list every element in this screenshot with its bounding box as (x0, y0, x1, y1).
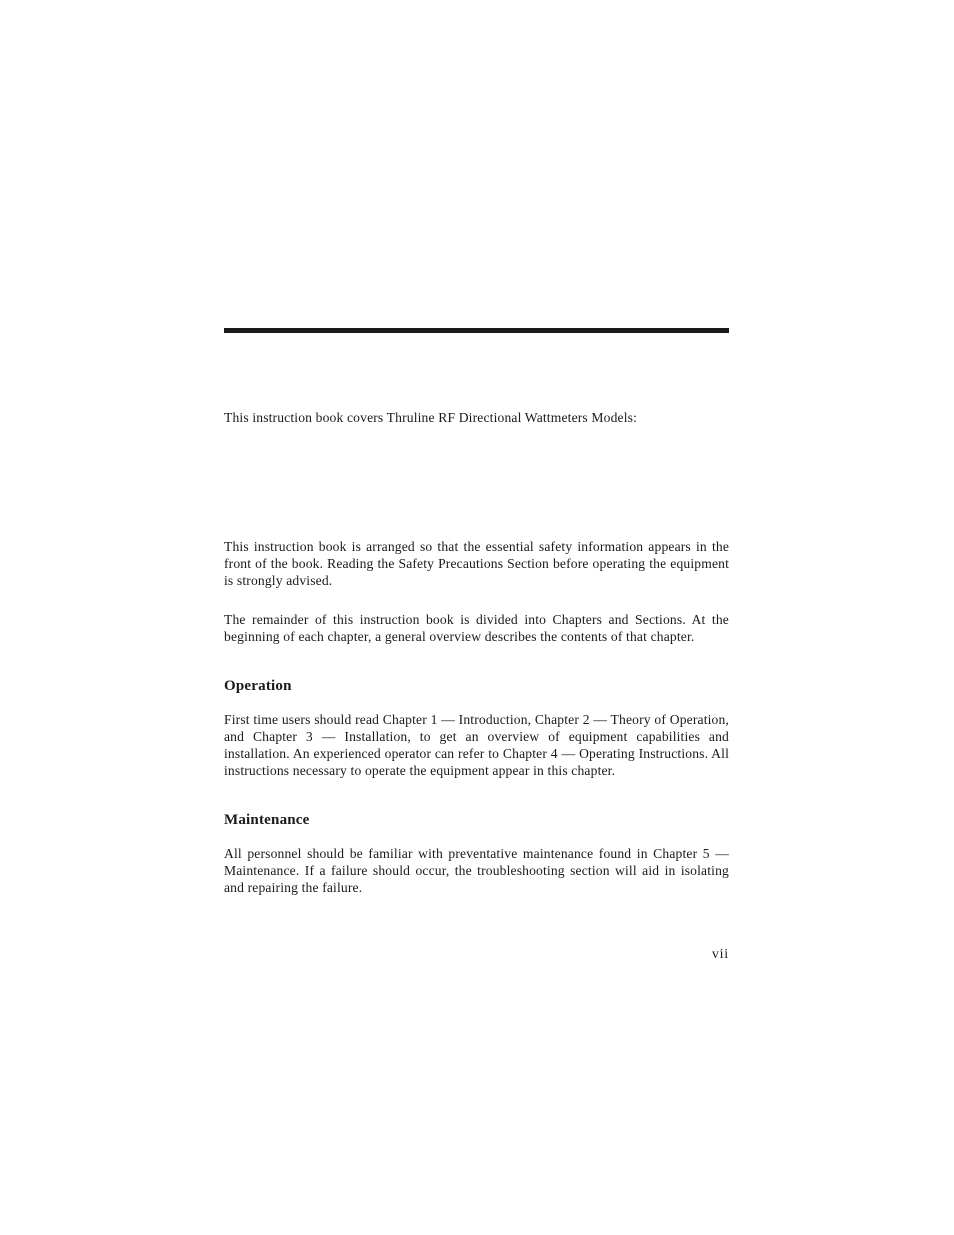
safety-paragraph-section (224, 538, 729, 589)
header-rule (224, 328, 729, 333)
maintenance-heading: Maintenance (224, 812, 310, 828)
chapters-paragraph-section (224, 611, 729, 645)
maintenance-heading-section (224, 811, 729, 829)
maintenance-paragraph-section (224, 845, 729, 896)
intro-section (224, 409, 729, 426)
operation-paragraph: First time users should read Chapter 1 — Introduction, Chapter 2 — Theory of Operation, and Chapter 3 — Installation, to get an overview of equipment capabilities and installation. An experienced operator can refer to Chapter 4 — Operating Instructions. All instructions necessary to operate the equipment appear in this chapter. (224, 712, 729, 778)
page-number: vii (711, 947, 729, 962)
chapters-paragraph: The remainder of this instruction book is divided into Chapters and Sections. At the beginning of each chapter, a general overview describes the contents of that chapter. (224, 612, 729, 644)
operation-paragraph-section (224, 711, 729, 779)
intro-text: This instruction book covers Thruline RF Directional Wattmeters Models: (224, 410, 638, 425)
operation-heading-section (224, 677, 729, 695)
safety-paragraph: This instruction book is arranged so that the essential safety information appears in the front of the book. Reading the Safety Precautions Section before operating the equipment is strongly advised. (224, 539, 729, 588)
operation-heading: Operation (224, 678, 292, 694)
maintenance-paragraph: All personnel should be familiar with preventative maintenance found in Chapter 5 — Maintenance. If a failure should occur, the troubleshooting section will aid in isolating and repairing the failure. (224, 846, 729, 895)
